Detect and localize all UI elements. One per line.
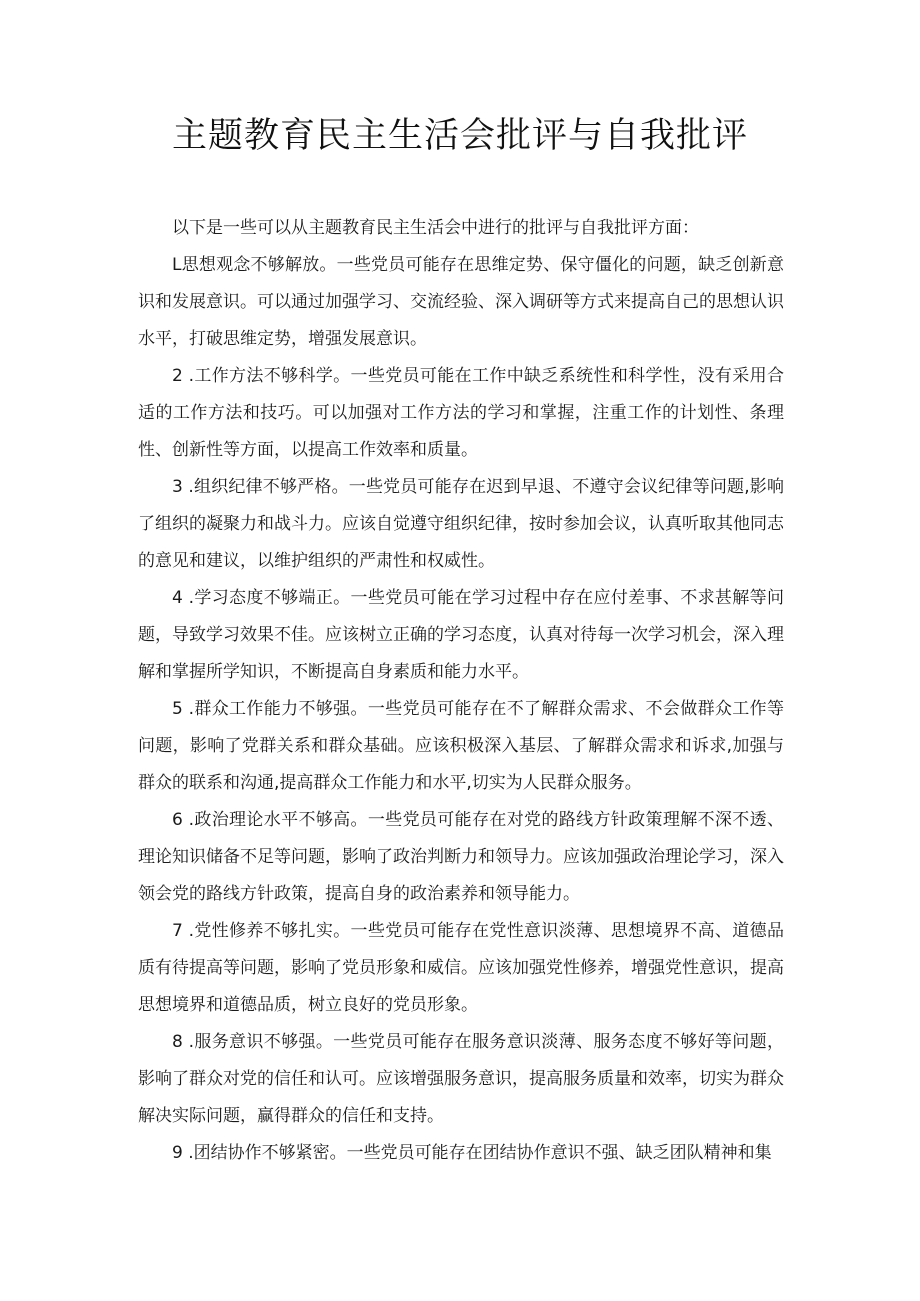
item-number: 4	[172, 588, 183, 608]
item-number: 2	[172, 366, 183, 386]
item-text: .组织纪律不够严格。一些党员可能存在迟到早退、不遵守会议纪律等问题,影响了组织的凝聚力和战斗力。应该自觉遵守组织纪律，按时参加会议，认真听取其他同志的意见和建议，以维护组织的严肃性和权威性。	[138, 477, 784, 571]
list-item	[138, 1024, 784, 1135]
list-item	[138, 691, 784, 802]
list-item	[138, 580, 784, 691]
item-number: 3	[172, 477, 183, 497]
item-number: L	[172, 255, 182, 275]
item-number: 9	[172, 1143, 183, 1163]
item-text: 思想观念不够解放。一些党员可能存在思维定势、保守僵化的问题，缺乏创新意识和发展意识。可以通过加强学习、交流经验、深入调研等方式来提高自己的思想认识水平，打破思维定势，增强发展意识。	[138, 255, 784, 349]
item-text: .服务意识不够强。一些党员可能存在服务意识淡薄、服务态度不够好等问题，影响了群众对党的信任和认可。应该增强服务意识，提高服务质量和效率，切实为群众解决实际问题，赢得群众的信任和支持。	[138, 1032, 784, 1126]
item-text: .学习态度不够端正。一些党员可能在学习过程中存在应付差事、不求甚解等问题，导致学习效果不佳。应该树立正确的学习态度，认真对待每一次学习机会，深入理解和掌握所学知识，不断提高自身素质和能力水平。	[138, 588, 784, 682]
item-number: 5	[172, 699, 183, 719]
item-text: .政治理论水平不够高。一些党员可能存在对党的路线方针政策理解不深不透、理论知识储备不足等问题，影响了政治判断力和领导力。应该加强政治理论学习，深入领会党的路线方针政策，提高自身的政治素养和领导能力。	[138, 810, 784, 904]
item-number: 8	[172, 1032, 183, 1052]
list-item	[138, 469, 784, 580]
item-text: .群众工作能力不够强。一些党员可能存在不了解群众需求、不会做群众工作等问题，影响了党群关系和群众基础。应该积极深入基层、了解群众需求和诉求,加强与群众的联系和沟通,提高群众工作能力和水平,切实为人民群众服务。	[138, 699, 784, 793]
list-item	[138, 1135, 784, 1172]
list-item	[138, 247, 784, 358]
item-text: .团结协作不够紧密。一些党员可能存在团结协作意识不强、缺乏团队精神和集	[182, 1143, 772, 1163]
list-item	[138, 358, 784, 469]
item-number: 6	[172, 810, 183, 830]
item-text: .工作方法不够科学。一些党员可能在工作中缺乏系统性和科学性，没有采用合适的工作方法和技巧。可以加强对工作方法的学习和掌握，注重工作的计划性、条理性、创新性等方面，以提高工作效率和质量。	[138, 366, 784, 460]
item-number: 7	[172, 921, 183, 941]
list-item	[138, 913, 784, 1024]
list-item	[138, 802, 784, 913]
item-text: .党性修养不够扎实。一些党员可能存在党性意识淡薄、思想境界不高、道德品质有待提高等问题，影响了党员形象和威信。应该加强党性修养，增强党性意识，提高思想境界和道德品质，树立良好的党员形象。	[138, 921, 784, 1015]
document-body	[138, 210, 784, 1172]
intro-paragraph: 以下是一些可以从主题教育民主生活会中进行的批评与自我批评方面：	[172, 218, 699, 238]
document-title: 主题教育民主生活会批评与自我批评	[171, 116, 748, 156]
